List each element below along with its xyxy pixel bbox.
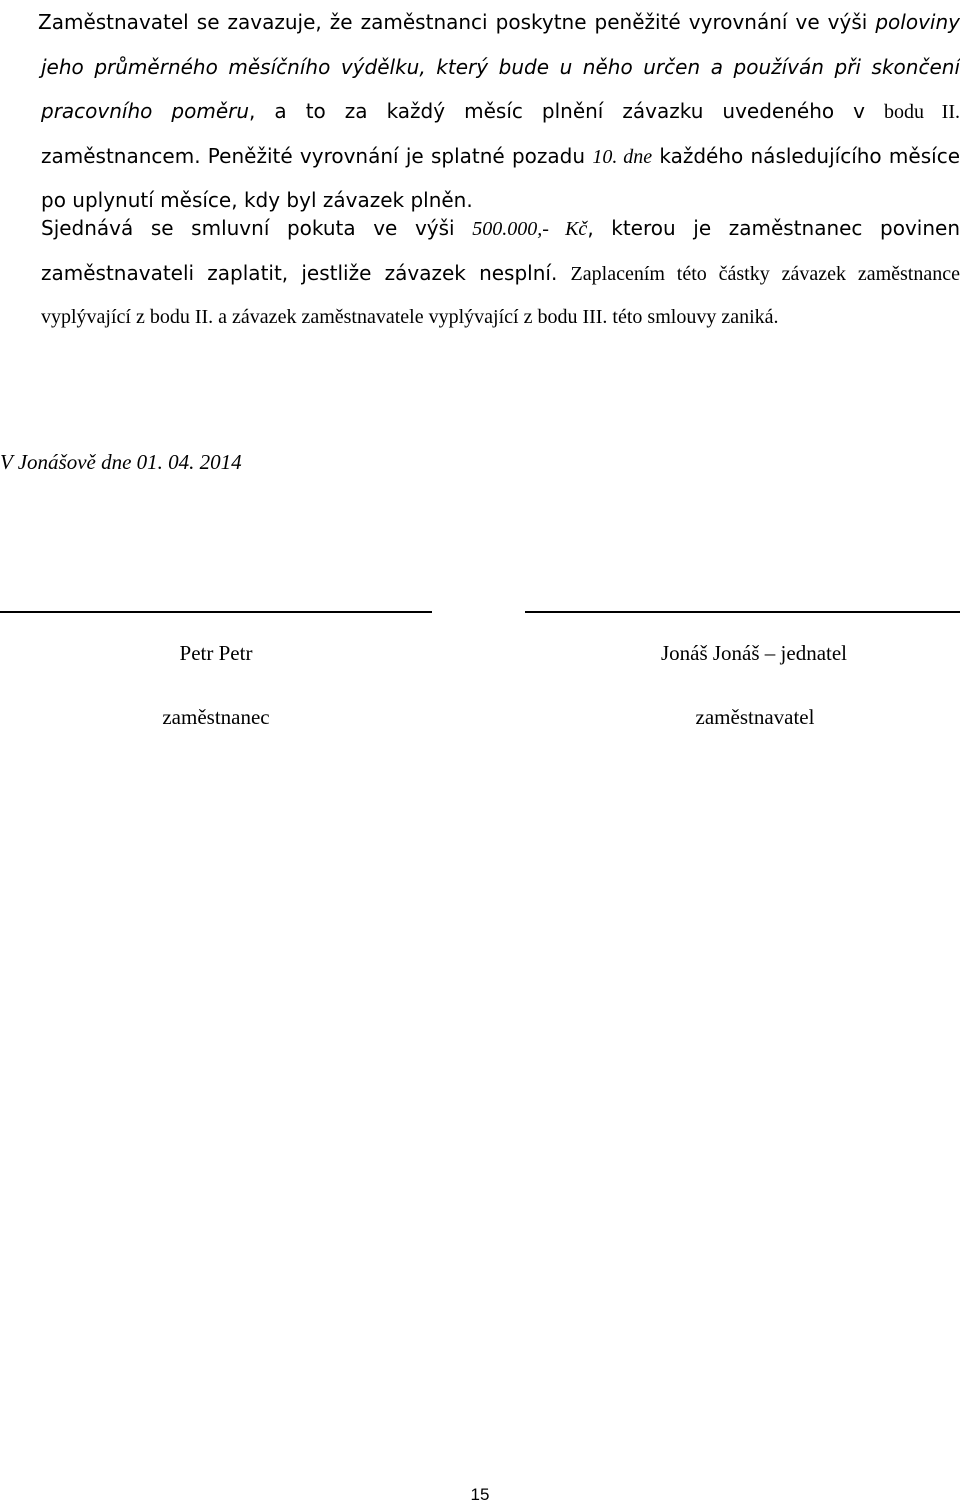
paragraph-iv-seg-0: Sjednává se smluvní pokuta ve výši [41,216,473,240]
employer-name: Jonáš Jonáš – jednatel [660,641,848,665]
employee-role: zaměstnanec [162,705,270,729]
paragraph-iv-seg-3: Zaplacením této částky závazek zaměstnance vyplývající z bodu II. a závazek zaměstnavatele vyplývající z bodu III. této smlouvy zaniká. [41,262,960,328]
paragraph-iv-seg-1: 500.000,- Kč [472,218,588,240]
paragraph-iii-seg-6: každého následujícího měsíce po uplynutí měsíce, kdy byl závazek plněn. [41,143,960,212]
paragraph-iii-number [0,1,38,45]
paragraph-iv-seg-2: , kterou je zaměstnanec povinen zaměstnavateli zaplatit, jestliže závazek nesplní. [41,216,960,285]
paragraph-iv-text [0,207,960,340]
signature-line-employer [525,611,960,613]
paragraph-iii-seg-4: zaměstnancem. Peněžité vyrovnání je splatné pozadu [41,143,593,168]
employer-role: zaměstnavatel [695,705,815,729]
paragraph-iii-seg-3: bodu II. [884,101,960,123]
paragraph-iii-text [0,1,960,224]
signature-line-employee [0,611,432,613]
paragraph-iii-seg-0: Zaměstnavatel se zavazuje, že zaměstnanci poskytne peněžité vyrovnání ve výši [38,10,876,34]
paragraph-iv-number [0,208,41,252]
paragraph-iii-seg-5: 10. dne [592,145,653,168]
place-and-date: V Jonášově dne 01. 04. 2014 [0,450,242,474]
paragraph-iv [0,207,960,340]
paragraph-iii [0,1,960,224]
paragraph-iii-seg-2: , a to za každý měsíc plnění závazku uvedeného v [249,99,884,123]
paragraph-iii-seg-1: poloviny jeho průměrného měsíčního výdělku, který bude u něho určen a používán při skončení pracovního poměru [41,10,960,123]
page-number: 15 [470,1485,490,1504]
employee-name: Petr Petr [179,641,253,665]
